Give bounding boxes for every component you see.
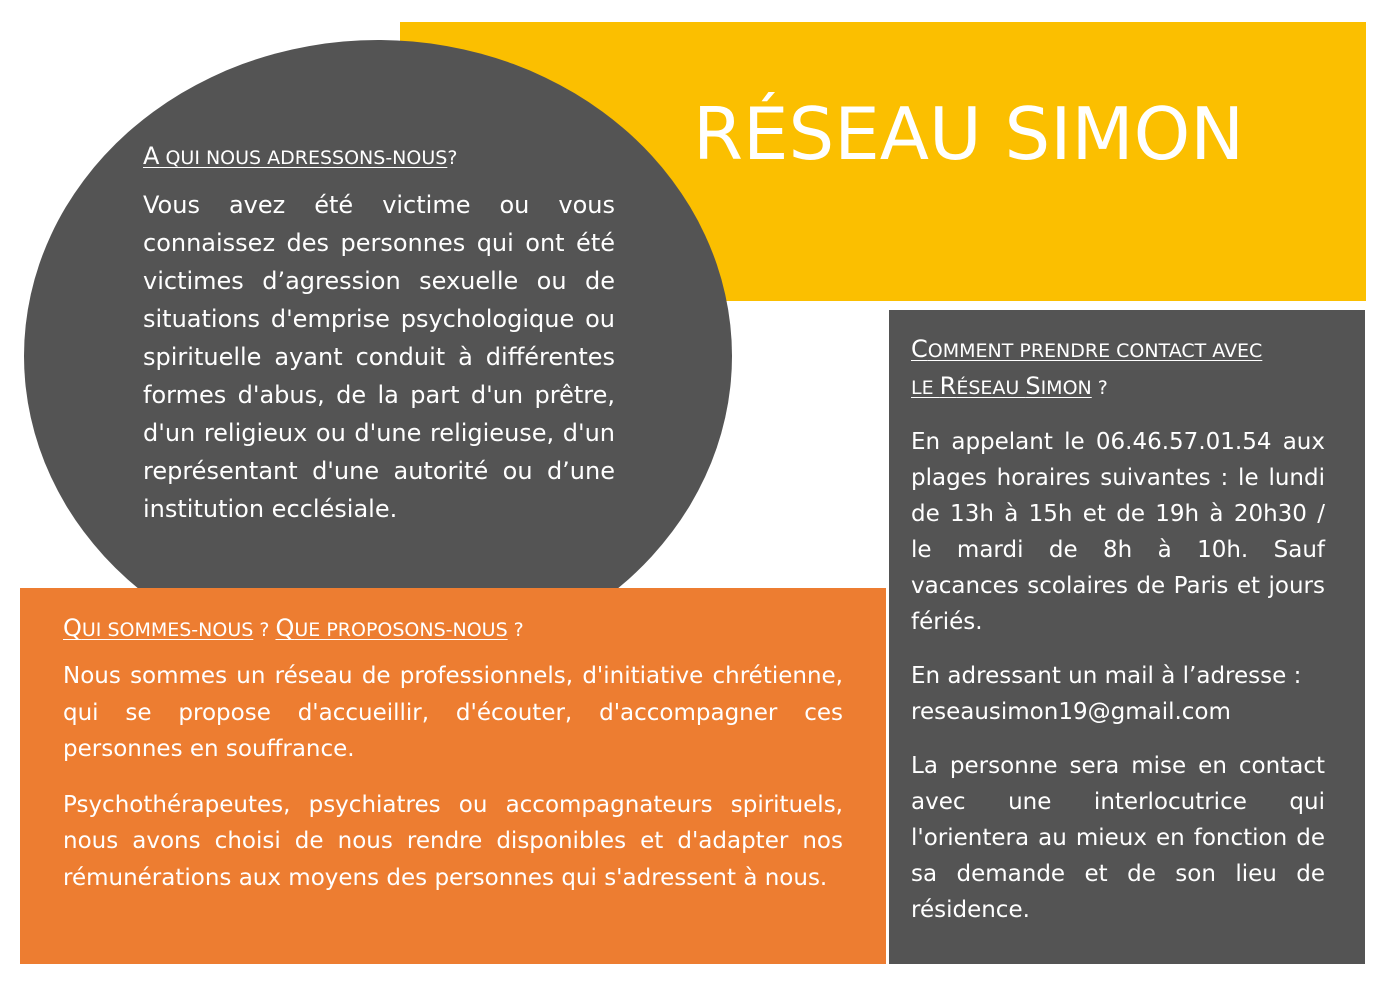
- contact-email-link[interactable]: reseausimon19@gmail.com: [911, 699, 1231, 725]
- contact-heading-question-mark: ?: [1091, 377, 1108, 399]
- brand-title: RÉSEAU SIMON: [693, 92, 1245, 176]
- about-heading-separator: ?: [253, 619, 276, 641]
- contact-heading-rest-1: OMMENT PRENDRE CONTACT AVEC: [927, 340, 1263, 362]
- about-heading-rest-2: UE PROPOSONS-NOUS: [294, 619, 508, 641]
- about-heading-cap-2: Q: [275, 614, 295, 642]
- contact-followup-paragraph: La personne sera mise en contact avec une interlocutrice qui l'orientera au mieux en fonction de sa demande et de son lieu de résidence.: [911, 753, 1325, 923]
- contact-mail-intro: En adressant un mail à l’adresse :: [911, 663, 1302, 689]
- contact-heading-cap-1: C: [911, 335, 928, 363]
- contact-heading-rest-3: IMON: [1040, 377, 1092, 399]
- contact-heading-le: LE: [911, 377, 940, 399]
- about-paragraph-2: Psychothérapeutes, psychiatres ou accompagnateurs spirituels, nous avons choisi de nous rendre disponibles et d'adapter nos rémunérations aux moyens des personnes qui s'adressent à nous.: [63, 791, 843, 891]
- about-heading-question-mark: ?: [507, 619, 524, 641]
- contact-phone-paragraph: En appelant le 06.46.57.01.54 aux plages horaires suivantes : le lundi de 13h à 15h et de 19h à 20h30 / le mardi de 8h à 10h. Sauf vacances scolaires de Paris et jours fériés.: [911, 429, 1325, 635]
- who-heading-cap: A: [143, 142, 160, 170]
- contact-section: [911, 332, 1325, 946]
- who-heading-rest: QUI NOUS ADRESSONS-NOUS: [159, 147, 448, 169]
- contact-heading: [911, 332, 1325, 406]
- contact-heading-cap-2: R: [939, 372, 957, 400]
- about-heading-cap-1: Q: [63, 614, 82, 642]
- contact-heading-rest-2: ÉSEAU: [956, 377, 1026, 399]
- about-paragraph-1: Nous sommes un réseau de professionnels, d'initiative chrétienne, qui se propose d'accueillir, d'écouter, d'accompagner ces personnes en souffrance.: [63, 663, 843, 763]
- about-heading: [63, 612, 843, 644]
- about-section: [63, 612, 843, 915]
- contact-heading-cap-3: S: [1025, 372, 1041, 400]
- who-section: [143, 140, 615, 528]
- about-heading-rest-1: UI SOMMES-NOUS: [81, 619, 254, 641]
- who-paragraph: Vous avez été victime ou vous connaissez des personnes qui ont été victimes d’agression sexuelle ou de situations d'emprise psychologique ou spirituelle ayant conduit à différentes formes d'abus, de la part d'un prêtre, d'un religieux ou d'une religieuse, d'un représentant d'une autorité ou d’une institution ecclésiale.: [143, 191, 615, 524]
- who-heading-question-mark: ?: [447, 147, 458, 169]
- who-heading: [143, 140, 615, 172]
